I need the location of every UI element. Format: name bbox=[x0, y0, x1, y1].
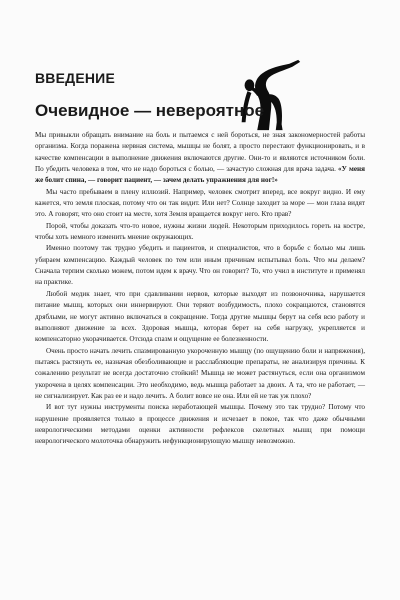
section-title: ВВЕДЕНИЕ bbox=[35, 70, 115, 86]
paragraph-3: Порой, чтобы доказать что-то новое, нужны жизни людей. Некоторым приходилось гореть на костре, чтобы хоть немного изменить мнение окружающих. bbox=[35, 221, 365, 242]
paragraph-6: Очень просто начать лечить спазмированную укороченную мышцу (по ощущению боли и напряжения), пытаясь растянуть ее, назначая обезболивающие и расслабляющие препараты, не анализируя причины. К сожалению результат не всегда достаточно стойкий! Мышца не может растянуться, если она организмом укорочена в целях компенсации. Это необходимо, ведь мышца работает за двоих. А та, что не работает, — не сигнализирует. Как раз ее и надо лечить. А болит вовсе не она. Или ей не так уж плохо? bbox=[35, 346, 365, 400]
quote-bold: «У меня же болит спина, — говорит пациент, — зачем делать упражнения для ног!» bbox=[35, 165, 365, 185]
paragraph-7: И вот тут нужны инструменты поиска неработающей мышцы. Почему это так трудно? Потому что нарушение проявляется только в процессе движения и исчезает в покое, так что даже обычными неврологическими методами оценки активности рефлексов скелетных мышц при помощи неврологического молоточка обнаружить нефункционирующую мышцу невозможно. bbox=[35, 403, 365, 446]
chapter-title: Очевидное — невероятное bbox=[35, 101, 265, 120]
paragraph-4: Именно поэтому так трудно убедить и пациентов, и специалистов, что в борьбе с болью мы лишь убираем компенсацию. Каждый человек по тем или иным причинам испытывал боль. Что мы делаем? Сначала терпим сколько можем, потом идем к врачу. Что он говорит? То, что учил в институте и применял на практике. bbox=[35, 244, 365, 287]
gymnast-silhouette-icon bbox=[228, 56, 306, 134]
body-text bbox=[35, 130, 365, 448]
paragraph-1: Мы привыкли обращать внимание на боль и пытаемся с ней бороться, не зная закономерностей работы организма. Когда поражена нервная система, мышцы не болят, а просто перестают функционировать, и в качестве компенсации в выполнение движения включаются другие. Они-то и являются источником боли. По убедить человека в том, что не надо бороться с болью, — зачастую сложная для врача задача. «У меня же болит спина, — говорит пациент, — зачем делать упражнения для ног!» bbox=[35, 131, 365, 185]
paragraph-2: Мы часто пребываем в плену иллюзий. Например, человек смотрит вперед, все вокруг видно. И ему кажется, что земля плоская, потому что он так видит. Или нет? Солнце заходит за море — мои глаза видят это. А говорят, что оно стоит на месте, хотя Земля вращается вокруг него. Кто прав? bbox=[35, 187, 365, 219]
paragraph-5: Любой медик знает, что при сдавливании нервов, которые выходят из позвоночника, нарушается питание мышц, которых они иннервируют. Они теряют возбудимость, плохо сокращаются, становятся дряблыми, не могут активно включаться в сокращение. Тогда другие мышцы берут на себя всю работу и выполняют движение за всех. Здоровая мышца, которая берет на себя нагрузку, укрепляется и компенсаторно укорачивается. Отсюда спазм и ощущение ее болезненности. bbox=[35, 289, 365, 344]
